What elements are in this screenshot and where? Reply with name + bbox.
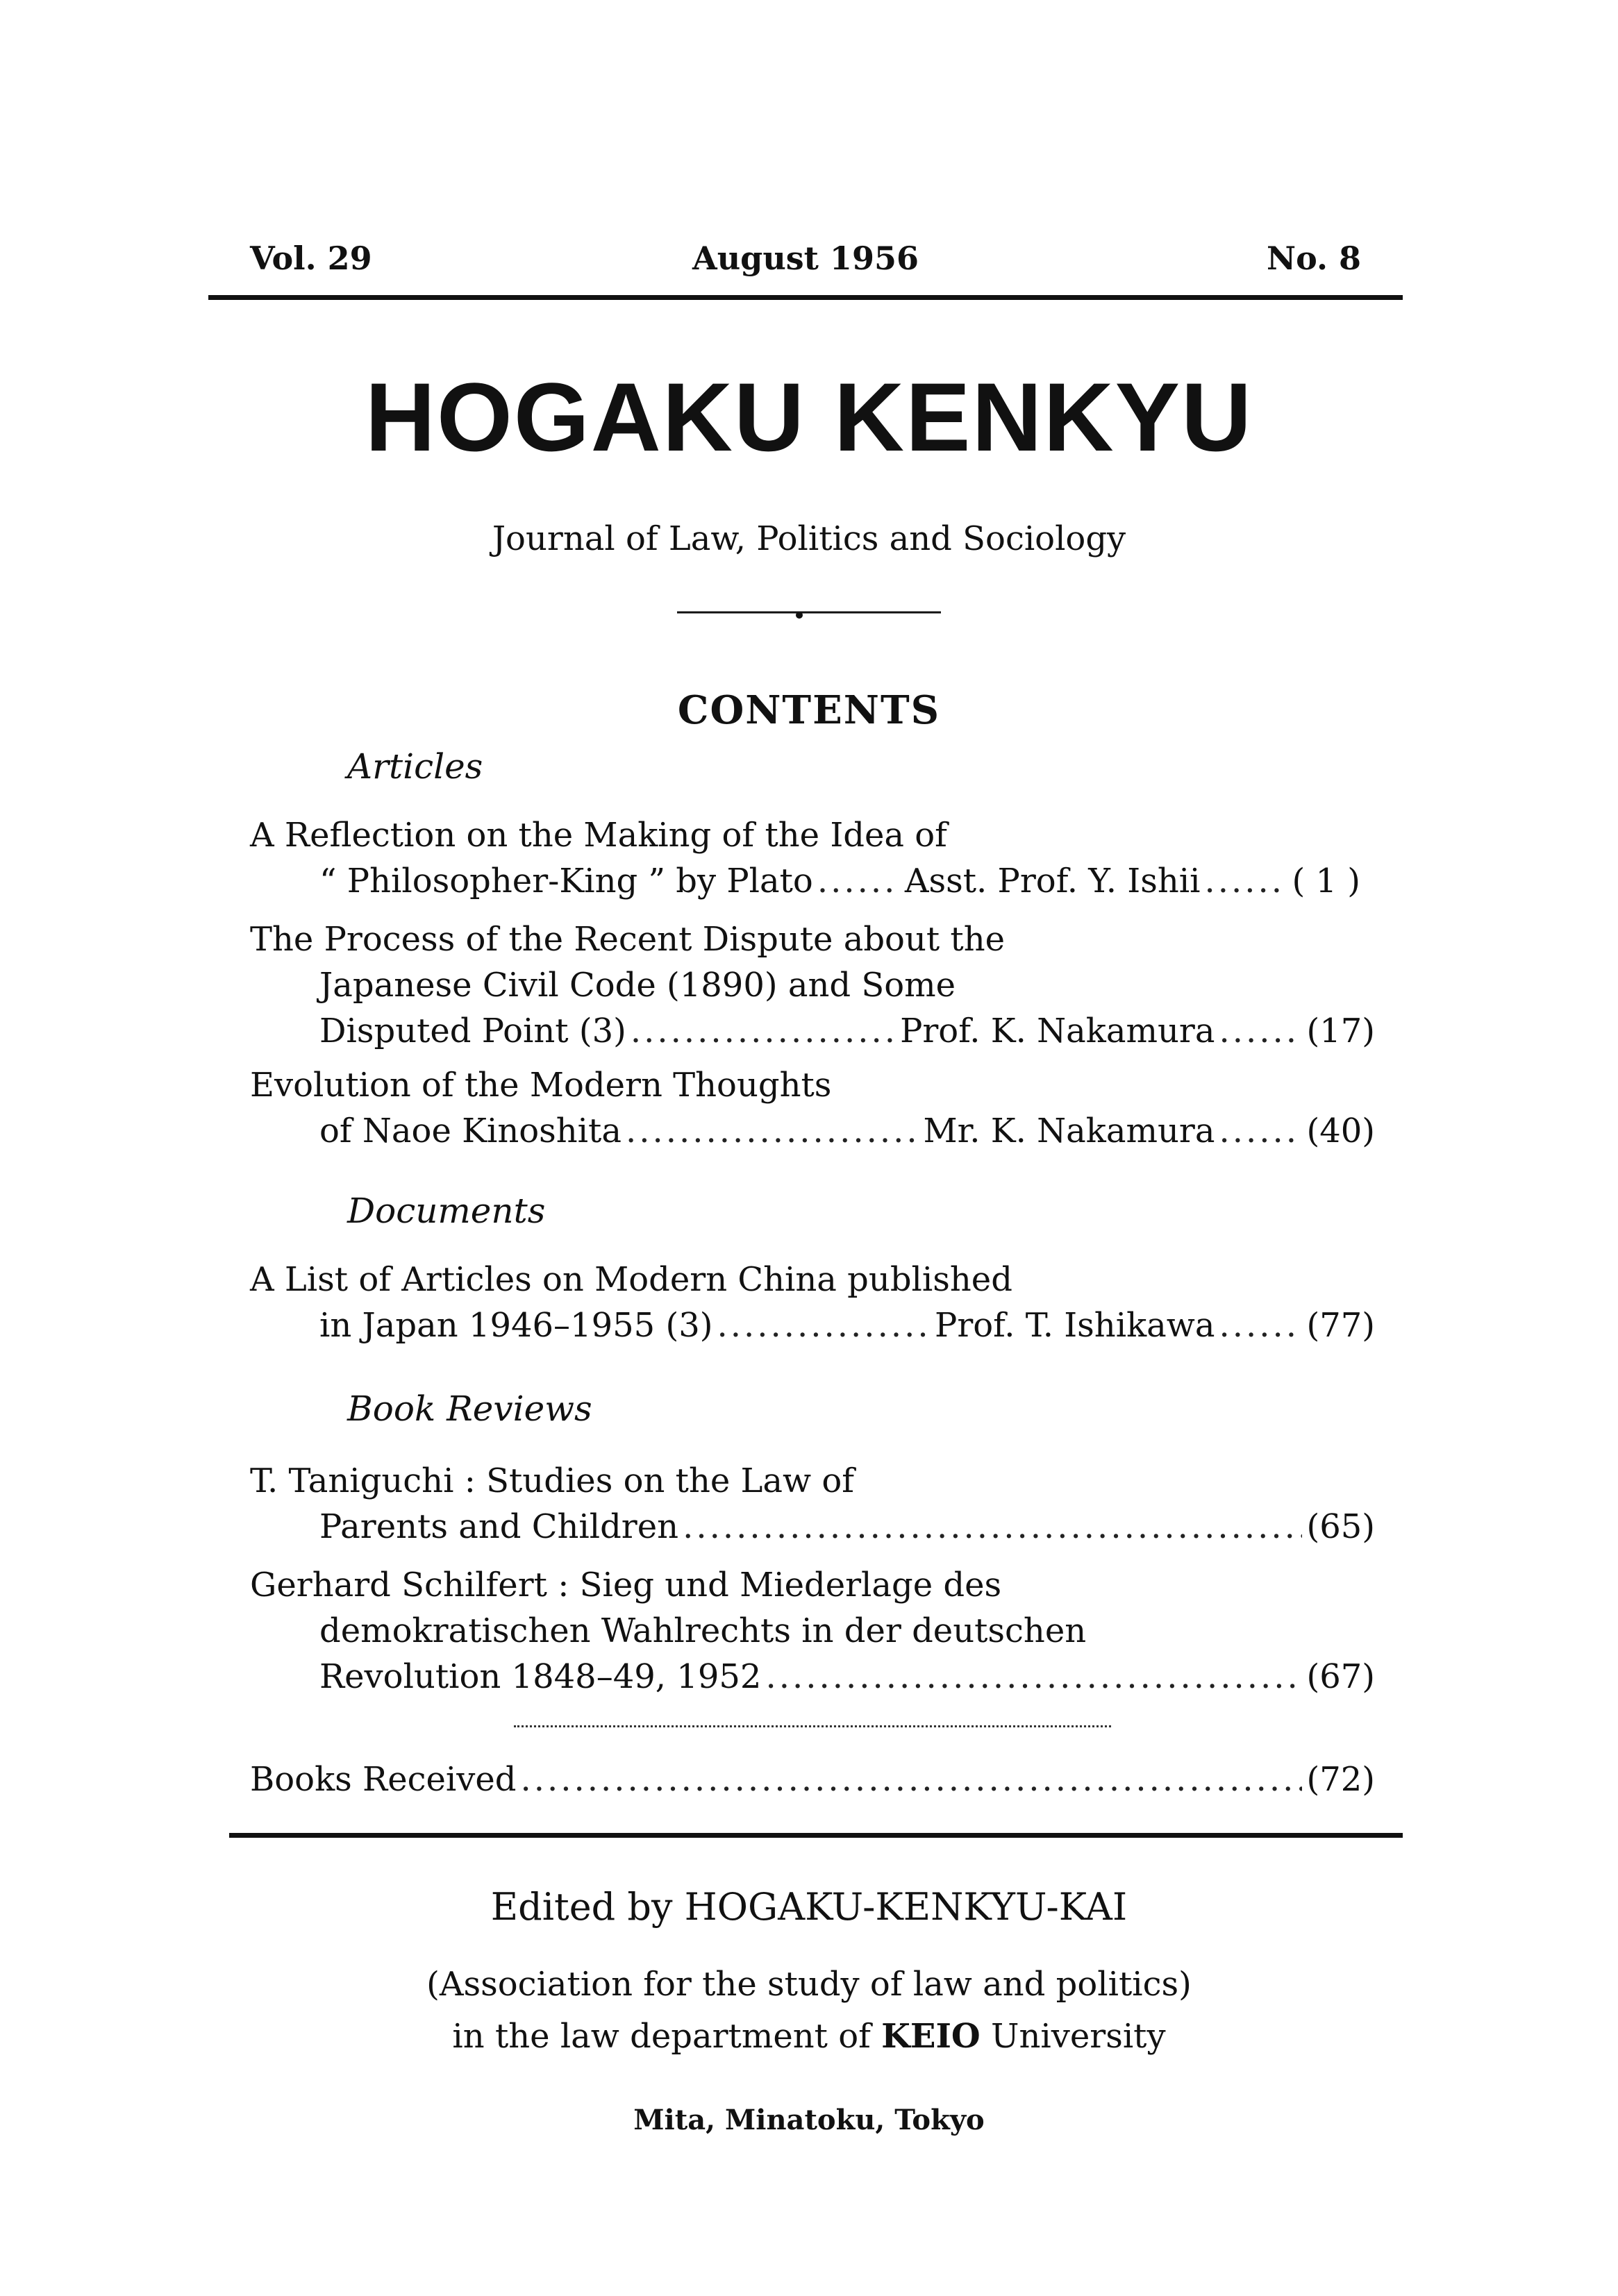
section-documents-label: Documents bbox=[347, 1191, 546, 1231]
toc-entry-books-received[interactable] bbox=[250, 1757, 1375, 1802]
contents-heading: CONTENTS bbox=[677, 687, 941, 733]
toc-entry[interactable] bbox=[250, 1562, 1375, 1700]
dot-leader bbox=[1204, 858, 1287, 904]
toc-entry[interactable] bbox=[250, 812, 1375, 904]
toc-entry[interactable] bbox=[250, 1257, 1375, 1348]
entry-title-line: demokratischen Wahlrechts in der deutschen bbox=[319, 1611, 1087, 1650]
section-articles-label: Articles bbox=[347, 746, 483, 787]
dot-leader bbox=[1219, 1008, 1302, 1054]
issue-number: No. 8 bbox=[1267, 240, 1361, 277]
entry-page: (65) bbox=[1306, 1507, 1375, 1546]
issue-date: August 1956 bbox=[692, 240, 919, 277]
dot-leader bbox=[631, 1008, 896, 1054]
dot-leader bbox=[817, 858, 901, 904]
entry-author: Prof. T. Ishikawa bbox=[935, 1306, 1215, 1345]
entry-title-line: Gerhard Schilfert : Sieg und Miederlage des bbox=[250, 1566, 1002, 1604]
entry-page: (40) bbox=[1306, 1112, 1375, 1150]
entry-page: (72) bbox=[1306, 1760, 1375, 1799]
dot-leader bbox=[717, 1302, 931, 1348]
volume-label: Vol. 29 bbox=[250, 240, 372, 277]
dot-leader bbox=[626, 1108, 919, 1154]
entry-page: (17) bbox=[1306, 1012, 1375, 1050]
entry-title-line: Books Received bbox=[250, 1760, 517, 1799]
entry-title-line: Disputed Point (3) bbox=[319, 1012, 626, 1050]
ornament-divider-icon bbox=[677, 604, 941, 621]
entry-title-line: Parents and Children bbox=[319, 1507, 679, 1546]
toc-entry[interactable] bbox=[250, 1062, 1375, 1154]
dot-leader bbox=[520, 1757, 1302, 1802]
journal-title: HOGAKU KENKYU bbox=[365, 362, 1253, 471]
edited-by-label: Edited by bbox=[490, 1885, 673, 1929]
editor-name: HOGAKU-KENKYU-KAI bbox=[684, 1885, 1128, 1929]
issue-header bbox=[208, 240, 1403, 288]
toc-entry[interactable] bbox=[250, 1458, 1375, 1550]
department-suffix: University bbox=[991, 2017, 1166, 2056]
entry-title-line: of Naoe Kinoshita bbox=[319, 1112, 622, 1150]
entry-title-line: Japanese Civil Code (1890) and Some bbox=[319, 966, 956, 1005]
dotted-separator bbox=[514, 1725, 1111, 1727]
toc-entry[interactable] bbox=[250, 916, 1375, 1054]
publisher-address: Mita, Minatoku, Tokyo bbox=[633, 2104, 985, 2136]
dot-leader bbox=[683, 1504, 1302, 1550]
footer-rule bbox=[229, 1833, 1403, 1838]
section-reviews-label: Book Reviews bbox=[347, 1389, 592, 1429]
entry-title-line: A List of Articles on Modern China published bbox=[250, 1260, 1012, 1299]
association-line: (Association for the study of law and politics) bbox=[426, 1965, 1192, 2004]
university-name: KEIO bbox=[881, 2017, 981, 2056]
header-rule bbox=[208, 295, 1403, 300]
entry-author: Asst. Prof. Y. Ishii bbox=[904, 862, 1201, 900]
entry-author: Prof. K. Nakamura bbox=[900, 1012, 1215, 1050]
entry-page: (67) bbox=[1306, 1657, 1375, 1696]
entry-title-line: Revolution 1848–49, 1952 bbox=[319, 1657, 762, 1696]
entry-title-line: T. Taniguchi : Studies on the Law of bbox=[250, 1461, 855, 1500]
entry-title-line: Evolution of the Modern Thoughts bbox=[250, 1066, 832, 1105]
dot-leader bbox=[765, 1654, 1302, 1700]
entry-author: Mr. K. Nakamura bbox=[923, 1112, 1215, 1150]
entry-page: ( 1 ) bbox=[1292, 862, 1360, 900]
entry-title-line: “ Philosopher-King ” by Plato bbox=[319, 862, 813, 900]
entry-title-line: in Japan 1946–1955 (3) bbox=[319, 1306, 713, 1345]
entry-title-line: A Reflection on the Making of the Idea of bbox=[250, 816, 947, 855]
dot-leader bbox=[1219, 1108, 1302, 1154]
editor-line bbox=[0, 1885, 1618, 1929]
department-prefix: in the law department of bbox=[452, 2017, 871, 2056]
entry-title-line: The Process of the Recent Dispute about the bbox=[250, 920, 1006, 959]
entry-page: (77) bbox=[1306, 1306, 1375, 1345]
department-line bbox=[0, 2017, 1618, 2056]
journal-subtitle: Journal of Law, Politics and Sociology bbox=[492, 519, 1126, 558]
dot-leader bbox=[1219, 1302, 1302, 1348]
